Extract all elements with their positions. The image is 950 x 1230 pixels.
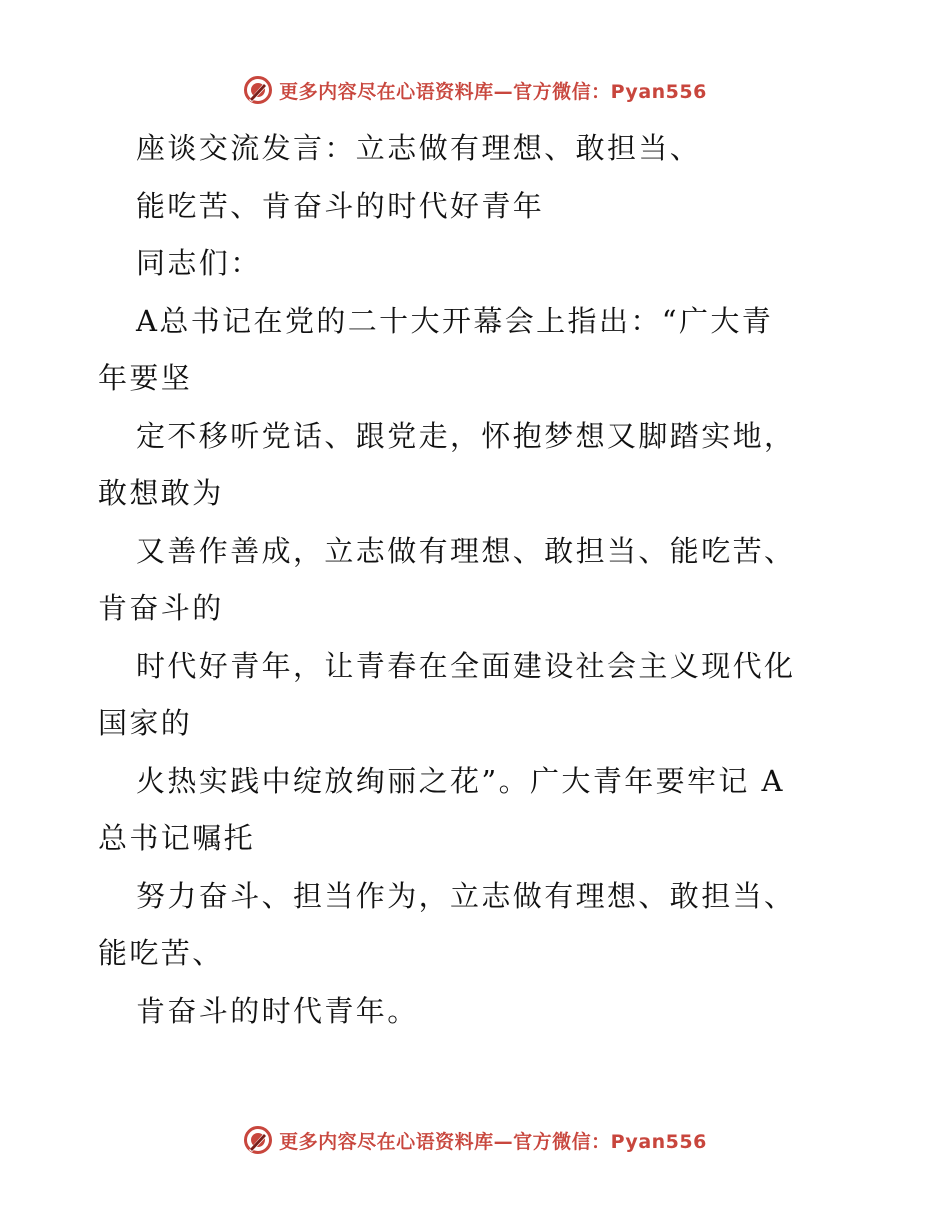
header-banner [0, 70, 950, 110]
paragraph-line: 时代好青年，让青春在全面建设社会主义现代化 [136, 648, 796, 683]
paragraph-line: 肯奋斗的 [98, 591, 224, 625]
footer-banner [0, 1120, 950, 1160]
paragraph-line: 总书记嘱托 [98, 821, 256, 855]
header-banner-text: 更多内容尽在心语资料库—官方微信：Pyan556 [279, 80, 707, 103]
paragraph-line: 肯奋斗的时代青年。 [136, 993, 419, 1028]
paragraph-line: 国家的 [98, 706, 193, 740]
paragraph-line: 年要坚 [98, 361, 193, 395]
paragraph-line: 能吃苦、 [98, 936, 224, 970]
title-line-1: 座谈交流发言：立志做有理想、敢担当、 [136, 131, 702, 165]
red-pen-seal-icon [243, 1125, 273, 1155]
footer-banner-text: 更多内容尽在心语资料库—官方微信：Pyan556 [279, 1130, 707, 1153]
paragraph-line: 敢想敢为 [98, 476, 224, 510]
paragraph-line: 火热实践中绽放绚丽之花”。广大青年要牢记 A [136, 763, 785, 798]
document-body [98, 120, 858, 1040]
red-pen-seal-icon [243, 75, 273, 105]
title-line-2: 能吃苦、肯奋斗的时代好青年 [136, 188, 545, 223]
paragraph-line: 定不移听党话、跟党走，怀抱梦想又脚踏实地， [136, 418, 796, 453]
paragraph-line: A总书记在党的二十大开幕会上指出：“广大青 [136, 303, 774, 338]
paragraph-line: 努力奋斗、担当作为，立志做有理想、敢担当、 [136, 878, 796, 913]
salutation: 同志们： [136, 246, 262, 280]
paragraph-line: 又善作善成，立志做有理想、敢担当、能吃苦、 [136, 533, 796, 568]
